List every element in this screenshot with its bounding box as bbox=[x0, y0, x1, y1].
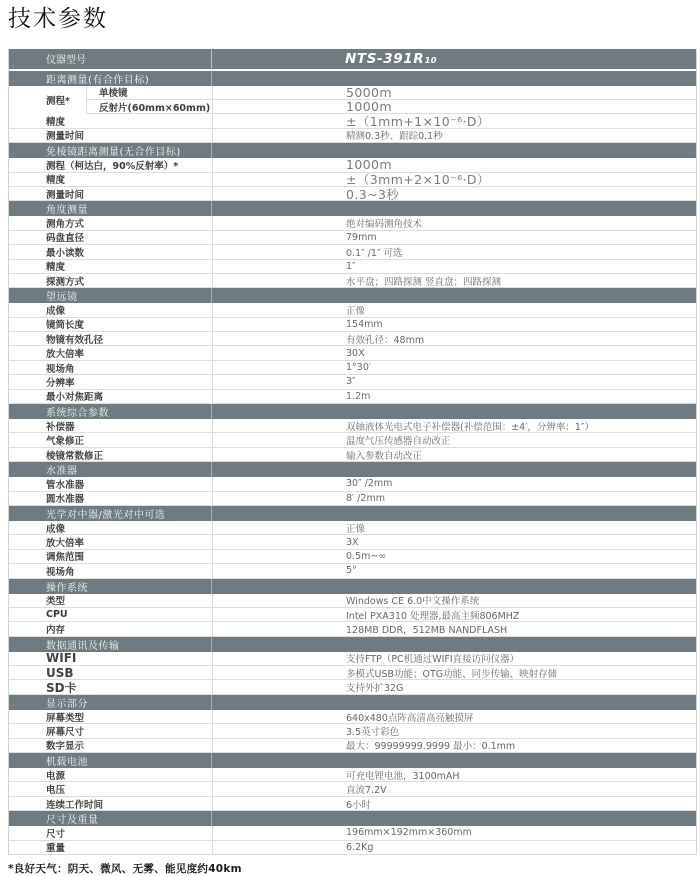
spec-value: 8′ /2mm bbox=[212, 492, 696, 505]
section-title: 数据通讯及传输 bbox=[9, 637, 212, 652]
section-header-row bbox=[9, 201, 696, 216]
section-filler bbox=[212, 695, 696, 710]
spec-label: 物镜有效孔径 bbox=[46, 334, 104, 346]
spec-row bbox=[9, 216, 696, 230]
section-filler bbox=[212, 404, 696, 419]
spec-label: 内存 bbox=[46, 625, 66, 636]
spec-row bbox=[9, 826, 696, 840]
section-header-row bbox=[9, 288, 696, 303]
spec-label: 成像 bbox=[46, 305, 66, 317]
spec-row bbox=[9, 129, 696, 143]
spec-value: Intel PXA310 处理器,最高主频806MHZ bbox=[212, 608, 696, 621]
spec-row bbox=[9, 535, 696, 549]
page-title: 技术参数 bbox=[8, 6, 108, 32]
section-title: 尺寸及重量 bbox=[9, 811, 212, 826]
spec-row bbox=[9, 318, 696, 332]
spec-value: 绝对编码测角技术 bbox=[212, 216, 696, 229]
spec-row bbox=[9, 448, 696, 462]
spec-row bbox=[87, 100, 696, 114]
section-title: 光学对中器/激光对中可选 bbox=[9, 506, 212, 521]
spec-label: 补偿器 bbox=[46, 421, 75, 433]
spec-label: 调焦范围 bbox=[46, 552, 85, 564]
spec-label: 探测方式 bbox=[46, 276, 85, 288]
spec-value: 1000m bbox=[212, 158, 696, 171]
spec-value: 1.2m bbox=[212, 390, 696, 403]
spec-row bbox=[9, 173, 696, 187]
spec-row bbox=[9, 477, 696, 491]
spec-label: 测程（柯达白，90%反射率）* bbox=[46, 160, 179, 172]
spec-row bbox=[9, 680, 696, 694]
spec-label: 精度 bbox=[46, 175, 66, 186]
spec-table bbox=[8, 49, 697, 855]
section-title: 角度测量 bbox=[9, 201, 212, 216]
spec-row bbox=[9, 332, 696, 346]
group-sub-rows bbox=[87, 86, 696, 115]
section-header-row bbox=[9, 404, 696, 419]
spec-value: 0.3~3秒 bbox=[212, 187, 696, 200]
spec-value: 水平盘；四路探测 竖直盘；四路探测 bbox=[212, 274, 696, 287]
spec-value: 支持FTP（PC机通过WIFI直接访问仪器） bbox=[212, 652, 696, 665]
spec-row bbox=[9, 666, 696, 680]
section-header-row bbox=[9, 637, 696, 652]
model-row bbox=[9, 49, 696, 71]
section-title: 距离测量(有合作目标) bbox=[9, 71, 212, 86]
spec-label: 镜筒长度 bbox=[46, 320, 85, 332]
section-header-row bbox=[9, 811, 696, 826]
spec-row bbox=[9, 521, 696, 535]
spec-value: 1″ bbox=[212, 260, 696, 273]
spec-row bbox=[9, 797, 696, 811]
spec-label: 圆水准器 bbox=[46, 494, 85, 505]
spec-row bbox=[9, 622, 696, 636]
spec-value: 双轴液体光电式电子补偿器(补偿范围：±4′，分辨率：1″） bbox=[212, 419, 696, 432]
spec-label: 视场角 bbox=[46, 566, 75, 578]
spec-value: 最大：99999999.9999 最小：0.1mm bbox=[212, 739, 696, 752]
spec-value: 640x480点阵高清高亮触摸屏 bbox=[212, 710, 696, 723]
spec-label: 气象修正 bbox=[46, 436, 85, 447]
spec-row bbox=[9, 433, 696, 447]
spec-row bbox=[9, 564, 696, 578]
section-title: 望远镜 bbox=[9, 288, 212, 303]
spec-row bbox=[9, 768, 696, 782]
spec-row bbox=[9, 710, 696, 724]
spec-label: 测角方式 bbox=[46, 219, 85, 230]
spec-label: 连续工作时间 bbox=[46, 799, 104, 811]
section-header-row bbox=[9, 579, 696, 594]
spec-row bbox=[9, 114, 696, 128]
spec-label: USB bbox=[46, 666, 74, 680]
spec-value: 0.5m~∞ bbox=[212, 550, 696, 563]
spec-value: 3″ bbox=[212, 375, 696, 388]
spec-value: 128MB DDR，512MB NANDFLASH bbox=[212, 622, 696, 635]
section-title: 水准器 bbox=[9, 462, 212, 477]
spec-row bbox=[9, 245, 696, 259]
section-title: 免棱镜距离测量(无合作目标) bbox=[9, 143, 212, 158]
spec-value: 3X bbox=[212, 535, 696, 548]
spec-label: 码盘直径 bbox=[46, 233, 85, 245]
spec-label: 最小读数 bbox=[46, 247, 85, 259]
section-title: 系统综合参数 bbox=[9, 404, 212, 419]
spec-label: 成像 bbox=[46, 523, 66, 535]
spec-label: 放大倍率 bbox=[46, 349, 85, 360]
spec-label: 视场角 bbox=[46, 363, 75, 375]
spec-row bbox=[9, 274, 696, 288]
spec-row bbox=[9, 594, 696, 608]
spec-value: 可充电锂电池，3100mAH bbox=[212, 768, 696, 781]
spec-row bbox=[9, 260, 696, 274]
spec-value: 3.5英寸彩色 bbox=[212, 724, 696, 737]
spec-row bbox=[9, 346, 696, 360]
footnote: *良好天气：阴天、微风、无雾、能见度约40km bbox=[8, 863, 242, 875]
spec-row bbox=[9, 231, 696, 245]
spec-value: 有效孔径：48mm bbox=[212, 332, 696, 345]
spec-value: 支持外扩32G bbox=[212, 680, 696, 693]
spec-row bbox=[9, 608, 696, 622]
spec-label: 精度 bbox=[46, 117, 66, 128]
spec-row bbox=[9, 724, 696, 738]
section-filler bbox=[212, 71, 696, 86]
spec-value: 30″ /2mm bbox=[212, 477, 696, 490]
spec-row bbox=[9, 782, 696, 796]
spec-row bbox=[9, 652, 696, 666]
section-filler bbox=[212, 506, 696, 521]
spec-value: 6.2Kg bbox=[212, 841, 696, 854]
spec-row bbox=[87, 86, 696, 100]
spec-label: 棱镜常数修正 bbox=[46, 450, 104, 462]
spec-label: 测量时间 bbox=[46, 131, 85, 143]
section-filler bbox=[212, 462, 696, 477]
section-filler bbox=[212, 753, 696, 768]
group-label: 测程* bbox=[9, 86, 87, 115]
spec-label: 屏幕类型 bbox=[46, 712, 85, 724]
spec-label: 最小对焦距离 bbox=[46, 392, 104, 404]
spec-label: 电压 bbox=[46, 785, 66, 796]
section-filler bbox=[212, 201, 696, 216]
spec-label: 管水准器 bbox=[46, 479, 85, 491]
spec-value: 1°30′ bbox=[212, 361, 696, 374]
spec-value: 正像 bbox=[212, 303, 696, 316]
spec-row bbox=[9, 550, 696, 564]
spec-label: SD卡 bbox=[46, 680, 77, 694]
spec-row bbox=[9, 375, 696, 389]
spec-sublabel: 单棱镜 bbox=[99, 88, 128, 100]
spec-value: 196mm×192mm×360mm bbox=[212, 826, 696, 839]
section-header-row bbox=[9, 143, 696, 158]
spec-row bbox=[9, 158, 696, 172]
spec-value: ±（1mm+1×10⁻⁶·D） bbox=[212, 114, 696, 127]
spec-row bbox=[9, 303, 696, 317]
section-header-row bbox=[9, 462, 696, 477]
section-filler bbox=[212, 579, 696, 594]
spec-value: 6小时 bbox=[212, 797, 696, 810]
spec-value: 正像 bbox=[212, 521, 696, 534]
spec-row bbox=[9, 361, 696, 375]
spec-value: 精测0.3秒、跟踪0.1秒 bbox=[212, 129, 696, 142]
spec-label: 精度 bbox=[46, 262, 66, 273]
model-label-cell: 仪器型号 bbox=[9, 49, 212, 69]
section-header-row bbox=[9, 695, 696, 710]
spec-value: 30X bbox=[212, 346, 696, 359]
spec-label: 重量 bbox=[46, 843, 66, 854]
spec-value: 5° bbox=[212, 564, 696, 577]
section-filler bbox=[212, 143, 696, 158]
spec-label: CPU bbox=[46, 609, 68, 621]
spec-value: 5000m bbox=[212, 86, 696, 99]
spec-label: 分辨率 bbox=[46, 377, 75, 389]
section-filler bbox=[212, 811, 696, 826]
section-filler bbox=[212, 288, 696, 303]
spec-value: 79mm bbox=[212, 231, 696, 244]
spec-value: ±（3mm+2×10⁻⁶·D） bbox=[212, 173, 696, 186]
spec-value: 直流7.2V bbox=[212, 782, 696, 795]
spec-label: 电源 bbox=[46, 770, 66, 782]
spec-row bbox=[9, 419, 696, 433]
spec-value: 0.1″ /1″ 可选 bbox=[212, 245, 696, 258]
spec-value: 多模式USB功能；OTG功能、同步传输、映射存储 bbox=[212, 666, 696, 679]
spec-label: 数字显示 bbox=[46, 741, 85, 753]
section-title: 机载电池 bbox=[9, 753, 212, 768]
spec-value: Windows CE 6.0中文操作系统 bbox=[212, 594, 696, 607]
spec-label: 尺寸 bbox=[46, 828, 66, 840]
spec-label: WIFI bbox=[46, 651, 77, 666]
spec-value: 温度气压传感器自动改正 bbox=[212, 433, 696, 446]
spec-value: 154mm bbox=[212, 318, 696, 331]
spec-label: 屏幕尺寸 bbox=[46, 726, 85, 738]
model-value-cell: NTS-391R₁₀ bbox=[345, 50, 438, 67]
section-title: 显示部分 bbox=[9, 695, 212, 710]
section-header-row bbox=[9, 753, 696, 768]
section-header-row bbox=[9, 71, 696, 86]
spec-label: 放大倍率 bbox=[46, 538, 85, 549]
spec-value: 输入参数自动改正 bbox=[212, 448, 696, 461]
spec-sublabel: 反射片(60mm×60mm) bbox=[99, 102, 211, 114]
spec-row bbox=[9, 390, 696, 404]
spec-value: 1000m bbox=[212, 100, 696, 113]
group-row bbox=[9, 86, 696, 115]
section-header-row bbox=[9, 506, 696, 521]
section-filler bbox=[212, 637, 696, 652]
spec-row bbox=[9, 492, 696, 506]
spec-label: 测量时间 bbox=[46, 189, 85, 201]
spec-row bbox=[9, 739, 696, 753]
spec-row bbox=[9, 841, 696, 855]
spec-row bbox=[9, 187, 696, 201]
spec-label: 类型 bbox=[46, 596, 66, 607]
section-title: 操作系统 bbox=[9, 579, 212, 594]
